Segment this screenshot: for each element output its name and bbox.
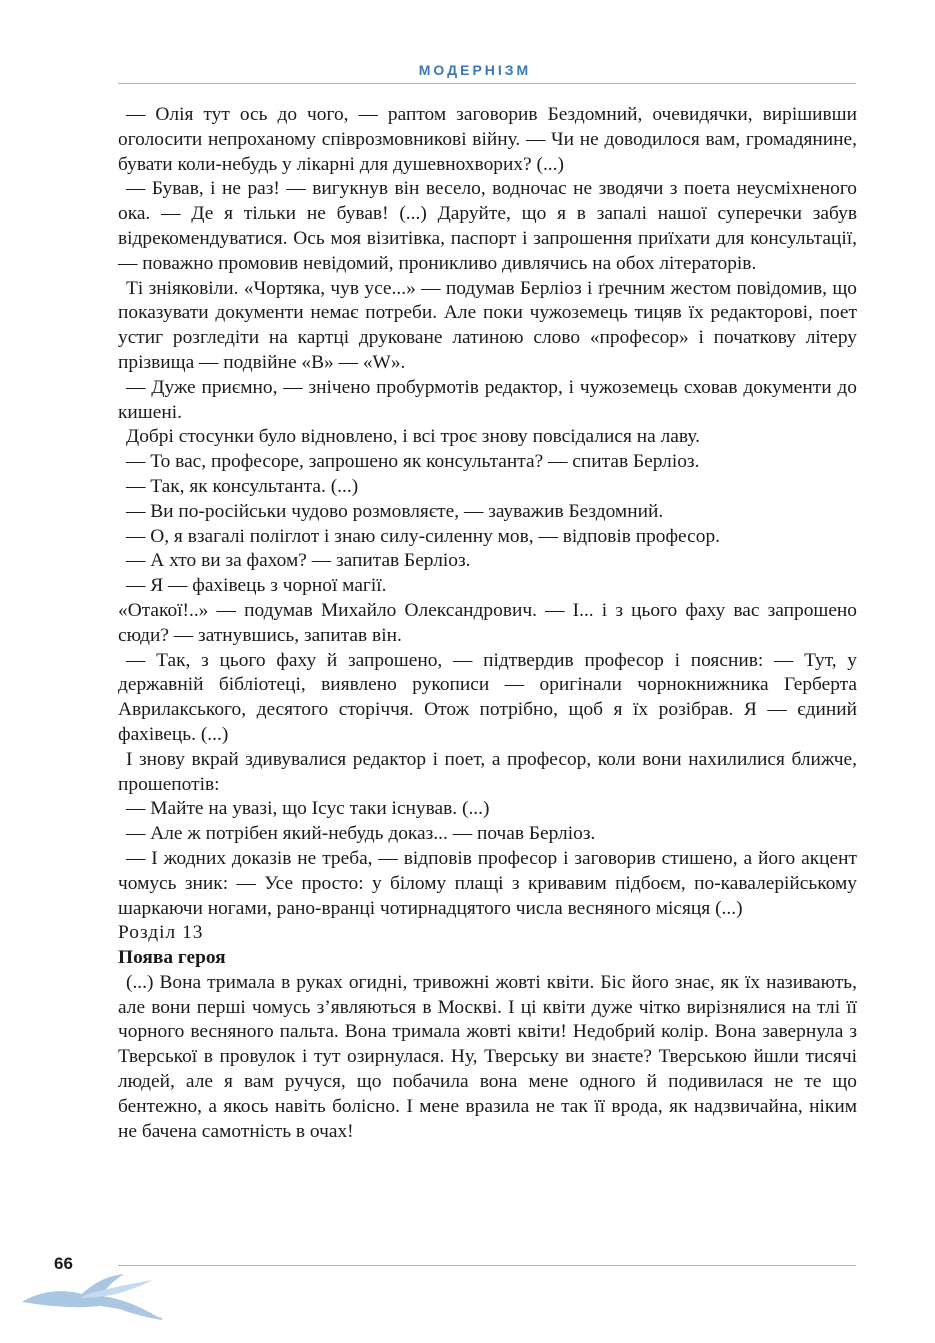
paragraph: — Я — фахівець з чорної магії. <box>126 575 387 597</box>
paragraph: — Ви по-російськи чудово розмовляєте, — зауважив Бездомний. <box>126 500 664 522</box>
paragraph: — А хто ви за фахом? — запитав Берліоз. <box>126 550 471 572</box>
paragraph: — Дуже приємно, — знічено пробурмотів редактор, і чужоземець сховав документи до кишені. <box>118 376 857 423</box>
paragraph: — О, я взагалі поліглот і знаю силу-силенну мов, — відповів професор. <box>126 525 720 547</box>
paragraph: — Майте на увазі, що Ісус таки існував. (...) <box>126 798 490 820</box>
paragraph: Ті зніяковіли. «Чортяка, чув усе...» — подумав Берліоз і ґречним жестом повідомив, що показувати документи немає потреби. Але поки чужоземець тицяв їх редакторові, поет устиг розгледіти на картці друковане латиною слово «професор» і початкову літеру прізвища — подвійне «В» — «W». <box>118 277 857 373</box>
chapter-number: Розділ 13 <box>118 922 204 944</box>
header-divider <box>118 83 856 84</box>
bird-logo-icon <box>20 1268 170 1320</box>
body-text <box>118 103 857 1144</box>
chapter-title: Поява героя <box>118 947 226 969</box>
paragraph: — Але ж потрібен який-небудь доказ... — почав Берліоз. <box>126 823 596 845</box>
paragraph: — Олія тут ось до чого, — раптом заговорив Бездомний, очевидячки, вирішивши оголосити непроханому співрозмовникові війну. — Чи не доводилося вам, громадянине, бувати коли-небудь у лікарні для душевнохворих? (...) <box>118 104 857 175</box>
paragraph: — Так, з цього фаху й запрошено, — підтвердив професор і пояснив: — Тут, у державній бібліотеці, виявлено рукописи — оригінали чорнокнижника Герберта Аврилакського, десятого сторіччя. Отож потрібно, щоб я їх розібрав. Я — єдиний фахівець. (...) <box>118 649 857 745</box>
paragraph: — Так, як консультанта. (...) <box>126 475 359 497</box>
page-header-title: МОДЕРНІЗМ <box>418 62 532 78</box>
paragraph: — То вас, професоре, запрошено як консультанта? — спитав Берліоз. <box>126 451 700 473</box>
page-number: 66 <box>54 1254 73 1273</box>
paragraph: «Отакої!..» — подумав Михайло Олександрович. — І... і з цього фаху вас запрошено сюди? — затнувшись, запитав він. <box>118 599 857 646</box>
paragraph: І знову вкрай здивувалися редактор і поет, а професор, коли вони нахилилися ближче, прошепотів: <box>118 748 857 795</box>
chapter-paragraph: (...) Вона тримала в руках огидні, тривожні жовті квіти. Біс його знає, як їх називають, але вони перші чомусь з’являються в Москві. І ці квіти дуже чітко вирізнялися на тлі її чорного весняного пальта. Вона тримала жовті квіти! Недобрий колір. Вона завернула з Тверської в провулок і тут озирнулася. Ну, Тверську ви знаєте? Тверською йшли тисячі людей, але я вам ручуся, що побачила вона мене одного й подивилася не те що бентежно, а якось навіть болісно. І мене вразила не так її врода, як надзвичайна, ніким не бачена самотність в очах! <box>118 971 857 1142</box>
footer-divider <box>118 1265 856 1266</box>
paragraph: Добрі стосунки було відновлено, і всі троє знову повсідалися на лаву. <box>126 426 700 448</box>
paragraph: — Бував, і не раз! — вигукнув він весело, водночас не зводячи з поета неусміхненого ока. — Де я тільки не бував! (...) Даруйте, що я в запалі нашої суперечки забув відрекомендуватися. Ось моя візитівка, паспорт і запрошення приїхати для консультації, — поважно промовив невідомий, проникливо дивлячись на обох літераторів. <box>118 178 857 274</box>
paragraph: — І жодних доказів не треба, — відповів професор і заговорив стишено, а його акцент чомусь зник: — Усе просто: у білому плащі з кривавим підбоєм, по-кавалерійському шаркаючи ногами, рано-вранці чотирнадцятого числа весняного місяця (...) <box>118 847 857 919</box>
